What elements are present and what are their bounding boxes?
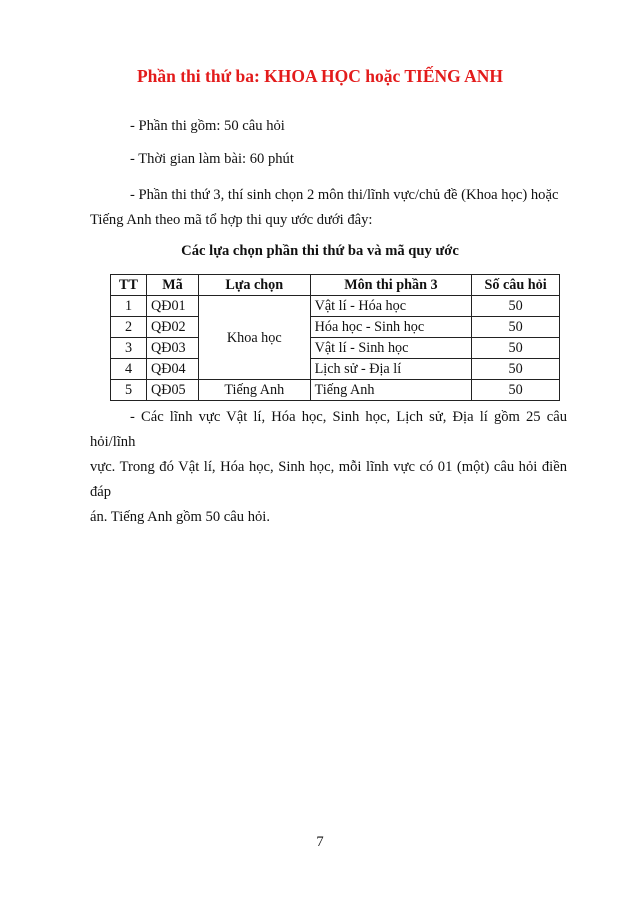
note-line-1: - Các lĩnh vực Vật lí, Hóa học, Sinh học, Lịch sử, Địa lí gồm 25 câu hỏi/lĩnh <box>90 409 567 450</box>
row-question-count: 50 <box>472 338 560 359</box>
header-code: Mã <box>146 275 198 296</box>
note-line-3: án. Tiếng Anh gồm 50 câu hỏi. <box>90 509 270 525</box>
table-row <box>111 296 560 317</box>
page-number: 7 <box>316 834 324 850</box>
row-number: 5 <box>111 380 147 401</box>
choice-english: Tiếng Anh <box>198 380 310 401</box>
row-number: 2 <box>111 317 147 338</box>
row-number: 3 <box>111 338 147 359</box>
row-subject: Vật lí - Sinh học <box>310 338 472 359</box>
table-caption: Các lựa chọn phần thi thứ ba và mã quy ước <box>181 243 459 259</box>
row-question-count: 50 <box>472 317 560 338</box>
table-header-row <box>111 275 560 296</box>
note-line-2: vực. Trong đó Vật lí, Hóa học, Sinh học, mỗi lĩnh vực có 01 (một) câu hỏi điền đáp <box>90 459 567 500</box>
header-tt: TT <box>111 275 147 296</box>
row-code: QĐ05 <box>146 380 198 401</box>
exam-options-table <box>110 274 560 401</box>
table-row <box>111 380 560 401</box>
header-question-count: Số câu hỏi <box>472 275 560 296</box>
choice-science: Khoa học <box>198 296 310 380</box>
row-code: QĐ02 <box>146 317 198 338</box>
row-code: QĐ01 <box>146 296 198 317</box>
row-number: 4 <box>111 359 147 380</box>
duration-line: - Thời gian làm bài: 60 phút <box>130 151 294 167</box>
table-row <box>111 359 560 380</box>
row-code: QĐ03 <box>146 338 198 359</box>
row-number: 1 <box>111 296 147 317</box>
row-subject: Hóa học - Sinh học <box>310 317 472 338</box>
notes-paragraph <box>90 405 567 530</box>
row-subject: Tiếng Anh <box>310 380 472 401</box>
section-title: Phần thi thứ ba: KHOA HỌC hoặc TIẾNG ANH <box>136 66 504 86</box>
row-code: QĐ04 <box>146 359 198 380</box>
row-question-count: 50 <box>472 380 560 401</box>
intro-line-1: - Phần thi thứ 3, thí sinh chọn 2 môn thi/lĩnh vực/chủ đề (Khoa học) hoặc <box>130 187 559 203</box>
row-subject: Lịch sử - Địa lí <box>310 359 472 380</box>
row-question-count: 50 <box>472 296 560 317</box>
header-subject: Môn thi phần 3 <box>310 275 472 296</box>
intro-line-2: Tiếng Anh theo mã tổ hợp thi quy ước dưới đây: <box>90 212 373 228</box>
table-row <box>111 317 560 338</box>
row-question-count: 50 <box>472 359 560 380</box>
table-row <box>111 338 560 359</box>
intro-paragraph <box>90 183 567 233</box>
row-subject: Vật lí - Hóa học <box>310 296 472 317</box>
header-choice: Lựa chọn <box>198 275 310 296</box>
question-count-line: - Phần thi gồm: 50 câu hỏi <box>130 118 285 134</box>
